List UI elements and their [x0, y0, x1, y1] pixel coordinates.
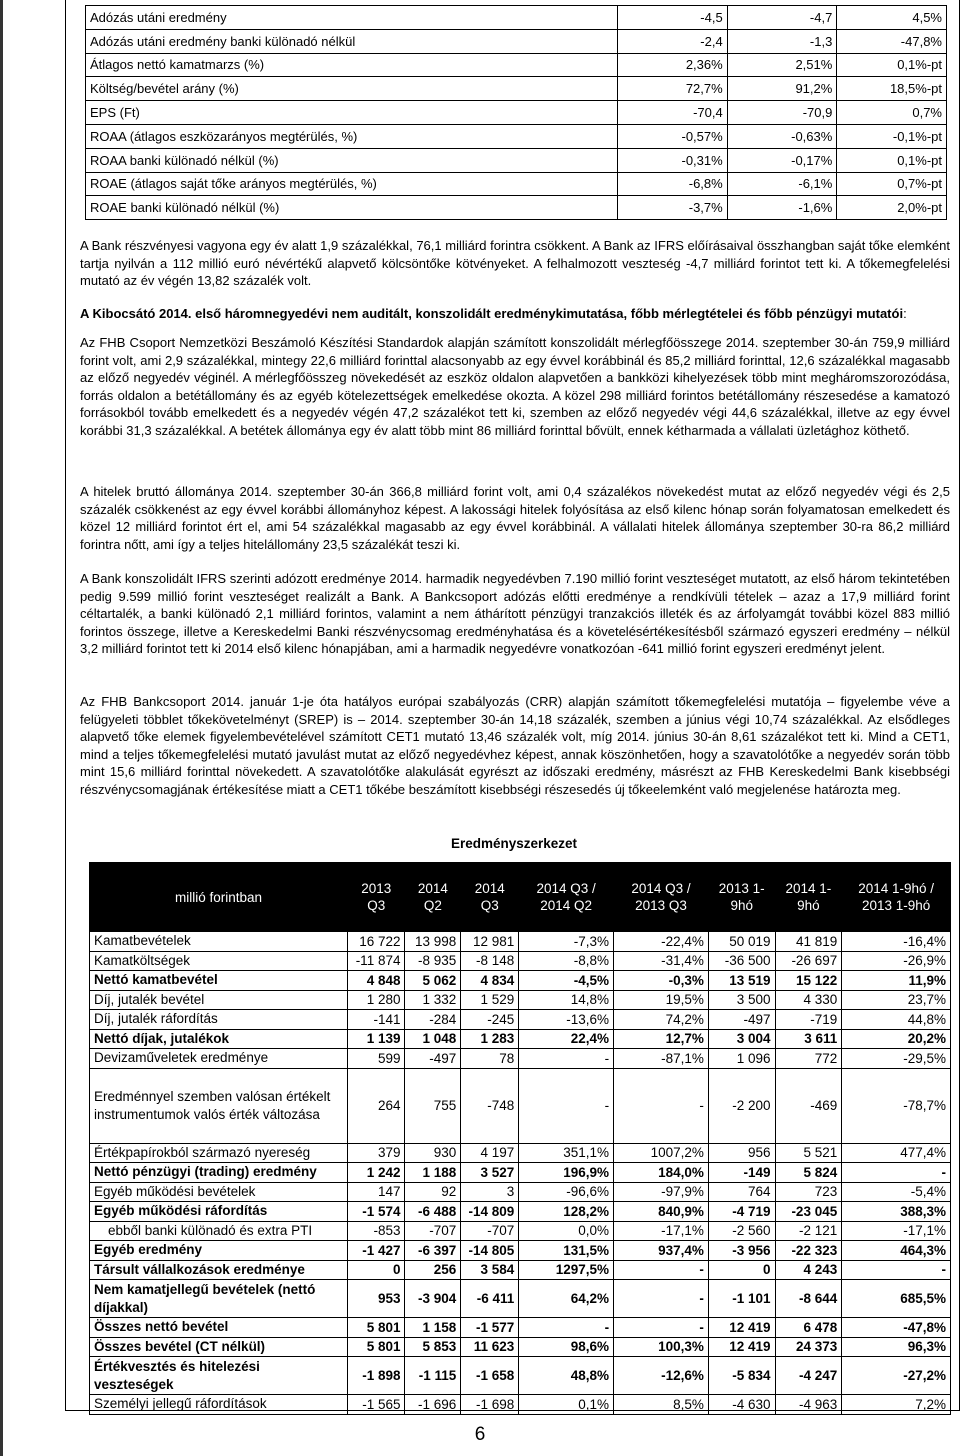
- row-value: -26 697: [775, 951, 842, 971]
- capital-paragraph: [80, 693, 950, 799]
- row-value: 764: [708, 1182, 775, 1202]
- row-value: -78,7%: [842, 1068, 951, 1143]
- row-value: -748: [461, 1068, 519, 1143]
- row-value: 184,0%: [614, 1163, 709, 1183]
- row-label: Értékpapírokból származó nyereség: [90, 1143, 348, 1163]
- row-value: -22 323: [775, 1241, 842, 1261]
- table-row: [90, 1357, 951, 1395]
- row-value: 379: [348, 1143, 405, 1163]
- table-row: [90, 1010, 951, 1030]
- kpi-label: ROAA (átlagos eszközarányos megtérülés, %): [86, 124, 618, 148]
- kpi-value: -6,8%: [618, 172, 728, 196]
- row-value: -26,9%: [842, 951, 951, 971]
- row-label: ebből banki különadó és extra PTI: [90, 1221, 348, 1241]
- row-label: Összes nettó bevétel: [90, 1318, 348, 1338]
- row-value: 3 584: [461, 1260, 519, 1280]
- row-value: 1 188: [405, 1163, 461, 1183]
- row-value: 50 019: [708, 932, 775, 952]
- row-value: 0,0%: [519, 1221, 614, 1241]
- row-value: -: [614, 1280, 709, 1318]
- row-value: 11,9%: [842, 971, 951, 991]
- table-row: [90, 1029, 951, 1049]
- row-value: -0,3%: [614, 971, 709, 991]
- row-label: Nettó kamatbevétel: [90, 971, 348, 991]
- row-value: -: [614, 1068, 709, 1143]
- table-row: [90, 1068, 951, 1143]
- row-value: 128,2%: [519, 1202, 614, 1222]
- column-header: 2013 1-9hó: [708, 863, 775, 932]
- row-value: 1 139: [348, 1029, 405, 1049]
- row-value: 264: [348, 1068, 405, 1143]
- row-value: -1 577: [461, 1318, 519, 1338]
- kpi-row: [86, 196, 947, 220]
- row-value: 3 527: [461, 1163, 519, 1183]
- row-value: 147: [348, 1182, 405, 1202]
- row-value: -1 565: [348, 1395, 405, 1415]
- row-value: 74,2%: [614, 1010, 709, 1030]
- row-value: 8,5%: [614, 1395, 709, 1415]
- row-value: 840,9%: [614, 1202, 709, 1222]
- row-value: -: [614, 1260, 709, 1280]
- row-value: -2 560: [708, 1221, 775, 1241]
- kpi-value: -1,3: [727, 29, 837, 53]
- capital-text: Az FHB Bankcsoport 2014. január 1-je óta hatályos európai szabályozás (CRR) alapján számított tőkemegfelelési mutatója – figyelembe véve a felügyeleti többlet tőkekövetelményt (SREP) is – 2014. szeptember 30-án 14,18 százalék, szemben a június végi 10,74 százalékkal. Az elsődleges alapvető tőke elemek figyelembevételével számított CET1 mutató 13,46 százalék volt, míg 2014. június 30-án 8,61 százalékot tett ki. Mind a CET1, mind a teljes tőkemegfelelési mutató javulást mutat az előző negyedévhez képest, annak köszönhetően, hogy a szavatolótőke a negyedév során több mint 15,6 milliárd forinttal növekedett. A szavatolótőke alakulását egyrészt az időszaki eredmény, másrészt az FHB Kereskedelmi Bank kisebbségi részvénycsomagjának értékesítése miatt a CET1 tőkébe beszámított kisebbségi részesedés új tőkeelemként való megjelenése határozta meg.: [80, 694, 950, 797]
- row-value: -6 488: [405, 1202, 461, 1222]
- row-value: -245: [461, 1010, 519, 1030]
- kpi-value: -47,8%: [837, 29, 947, 53]
- kpi-value: -0,31%: [618, 148, 728, 172]
- row-value: 92: [405, 1182, 461, 1202]
- row-value: 685,5%: [842, 1280, 951, 1318]
- row-value: -7,3%: [519, 932, 614, 952]
- row-value: -96,6%: [519, 1182, 614, 1202]
- row-value: -12,6%: [614, 1357, 709, 1395]
- kpi-value: -0,17%: [727, 148, 837, 172]
- row-value: 1 048: [405, 1029, 461, 1049]
- row-value: 4 197: [461, 1143, 519, 1163]
- row-value: -: [519, 1049, 614, 1069]
- column-header: 2014 Q3 / 2014 Q2: [519, 863, 614, 932]
- column-header: 2014 1-9hó / 2013 1-9hó: [842, 863, 951, 932]
- row-value: 5 824: [775, 1163, 842, 1183]
- row-label: Egyéb működési bevételek: [90, 1182, 348, 1202]
- kpi-row: [86, 53, 947, 77]
- row-value: -707: [461, 1221, 519, 1241]
- row-value: 772: [775, 1049, 842, 1069]
- section-heading-bold: A Kibocsátó 2014. első háromnegyedévi nem auditált, konszolidált eredménykimutatása, főbb mérlegtételei és főbb pénzügyi mutatói: [80, 306, 904, 321]
- row-value: 13 519: [708, 971, 775, 991]
- row-value: 599: [348, 1049, 405, 1069]
- income-structure-table: [89, 862, 951, 1415]
- table-row: [90, 1337, 951, 1357]
- row-value: -17,1%: [842, 1221, 951, 1241]
- kpi-value: 0,7%: [837, 101, 947, 125]
- row-label: Összes bevétel (CT nélkül): [90, 1337, 348, 1357]
- row-value: 12 419: [708, 1337, 775, 1357]
- row-value: 100,3%: [614, 1337, 709, 1357]
- column-header: 2014 Q3 / 2013 Q3: [614, 863, 709, 932]
- row-value: 131,5%: [519, 1241, 614, 1261]
- row-value: 64,2%: [519, 1280, 614, 1318]
- row-value: 5 853: [405, 1337, 461, 1357]
- table-row: [90, 1182, 951, 1202]
- row-value: 0: [708, 1260, 775, 1280]
- row-value: -4 719: [708, 1202, 775, 1222]
- row-value: 7,2%: [842, 1395, 951, 1415]
- row-value: 5 521: [775, 1143, 842, 1163]
- result-text: A Bank konszolidált IFRS szerinti adózott eredménye 2014. harmadik negyedévben 7.190 millió forint veszteséget mutatott, az első három tekintetében pedig 9.599 millió forint veszteséget realizált a Bank. A Bankcsoport adózás előtti eredménye a rendkívüli tételek – azaz a 17,9 milliárd forint céltartalék, a banki különadó 2,1 milliárd forintos, valamint a nem áthárított pénzügyi tranzakciós illeték és az árfolyamgát további közel 883 millió forintos összege, illetve a Kereskedelmi Banki részvénycsomag eredményhatása és a követelésértékesítésből származó egyszeri eredmény – nélkül 3,2 milliárd forintot tett ki 2014 első kilenc hónapjában, ami a harmadik negyedévre vonatkozóan -641 millió forint egyszeri eredményt jelent.: [80, 571, 950, 657]
- row-value: -1 115: [405, 1357, 461, 1395]
- table-row: [90, 1241, 951, 1261]
- row-value: -3 956: [708, 1241, 775, 1261]
- section-heading-colon: :: [903, 306, 907, 321]
- kpi-row: [86, 172, 947, 196]
- row-value: 1 242: [348, 1163, 405, 1183]
- kpi-value: -4,7: [727, 6, 837, 30]
- kpi-row: [86, 101, 947, 125]
- row-value: -22,4%: [614, 932, 709, 952]
- row-value: 96,3%: [842, 1337, 951, 1357]
- row-label: Nettó díjak, jutalékok: [90, 1029, 348, 1049]
- row-value: 78: [461, 1049, 519, 1069]
- row-label: Nem kamatjellegű bevételek (nettó díjakkal): [90, 1280, 348, 1318]
- kpi-row: [86, 124, 947, 148]
- kpi-value: 91,2%: [727, 77, 837, 101]
- row-value: -6 411: [461, 1280, 519, 1318]
- row-value: -23 045: [775, 1202, 842, 1222]
- table-row: [90, 1163, 951, 1183]
- row-value: 20,2%: [842, 1029, 951, 1049]
- kpi-value: -70,9: [727, 101, 837, 125]
- page-edge: [0, 0, 3, 1456]
- column-header: millió forintban: [90, 863, 348, 932]
- row-value: 3: [461, 1182, 519, 1202]
- kpi-label: ROAE banki különadó nélkül (%): [86, 196, 618, 220]
- row-value: 930: [405, 1143, 461, 1163]
- row-value: 755: [405, 1068, 461, 1143]
- kpi-value: 72,7%: [618, 77, 728, 101]
- row-value: 956: [708, 1143, 775, 1163]
- row-value: 4 243: [775, 1260, 842, 1280]
- row-value: -16,4%: [842, 932, 951, 952]
- row-value: -719: [775, 1010, 842, 1030]
- row-value: 16 722: [348, 932, 405, 952]
- row-value: -284: [405, 1010, 461, 1030]
- row-value: 196,9%: [519, 1163, 614, 1183]
- row-label: Kamatköltségek: [90, 951, 348, 971]
- row-value: 3 500: [708, 990, 775, 1010]
- row-value: 4 848: [348, 971, 405, 991]
- row-value: 953: [348, 1280, 405, 1318]
- table-row: [90, 1049, 951, 1069]
- row-label: Nettó pénzügyi (trading) eredmény: [90, 1163, 348, 1183]
- row-label: Díj, jutalék ráfordítás: [90, 1010, 348, 1030]
- kpi-row: [86, 29, 947, 53]
- row-value: -1 696: [405, 1395, 461, 1415]
- kpi-label: Átlagos nettó kamatmarzs (%): [86, 53, 618, 77]
- row-value: -1 698: [461, 1395, 519, 1415]
- row-label: Egyéb működési ráfordítás: [90, 1202, 348, 1222]
- row-value: -14 809: [461, 1202, 519, 1222]
- kpi-value: -1,6%: [727, 196, 837, 220]
- kpi-value: 0,1%-pt: [837, 148, 947, 172]
- row-value: -: [842, 1163, 951, 1183]
- row-value: 1 332: [405, 990, 461, 1010]
- result-paragraph: [80, 570, 950, 658]
- kpi-value: 4,5%: [837, 6, 947, 30]
- table-row: [90, 1143, 951, 1163]
- row-value: -149: [708, 1163, 775, 1183]
- row-value: -853: [348, 1221, 405, 1241]
- table-row: [90, 932, 951, 952]
- row-value: -: [842, 1260, 951, 1280]
- row-label: Egyéb eredmény: [90, 1241, 348, 1261]
- row-value: -27,2%: [842, 1357, 951, 1395]
- row-value: -2 121: [775, 1221, 842, 1241]
- row-value: 12,7%: [614, 1029, 709, 1049]
- row-value: 1 529: [461, 990, 519, 1010]
- equity-paragraph: [80, 237, 950, 290]
- kpi-value: -3,7%: [618, 196, 728, 220]
- row-value: -29,5%: [842, 1049, 951, 1069]
- column-header: 2014 Q2: [405, 863, 461, 932]
- kpi-row: [86, 6, 947, 30]
- row-value: 6 478: [775, 1318, 842, 1338]
- row-value: -497: [405, 1049, 461, 1069]
- row-value: 1 158: [405, 1318, 461, 1338]
- row-value: 0: [348, 1260, 405, 1280]
- table-row: [90, 951, 951, 971]
- row-value: -31,4%: [614, 951, 709, 971]
- row-value: -497: [708, 1010, 775, 1030]
- row-value: -4 630: [708, 1395, 775, 1415]
- row-value: -2 200: [708, 1068, 775, 1143]
- row-label: Devizaműveletek eredménye: [90, 1049, 348, 1069]
- kpi-value: 2,36%: [618, 53, 728, 77]
- row-value: 1 280: [348, 990, 405, 1010]
- table-row: [90, 1318, 951, 1338]
- row-value: 12 981: [461, 932, 519, 952]
- row-value: -1 101: [708, 1280, 775, 1318]
- row-value: 98,6%: [519, 1337, 614, 1357]
- row-value: -11 874: [348, 951, 405, 971]
- kpi-value: 0,1%-pt: [837, 53, 947, 77]
- row-value: 13 998: [405, 932, 461, 952]
- row-value: -4 963: [775, 1395, 842, 1415]
- row-value: -5,4%: [842, 1182, 951, 1202]
- kpi-label: Adózás utáni eredmény banki különadó nélkül: [86, 29, 618, 53]
- column-header: 2013 Q3: [348, 863, 405, 932]
- column-header: 2014 Q3: [461, 863, 519, 932]
- section-heading: [80, 305, 950, 323]
- kpi-value: -2,4: [618, 29, 728, 53]
- row-value: 41 819: [775, 932, 842, 952]
- row-value: 4 834: [461, 971, 519, 991]
- table-row: [90, 990, 951, 1010]
- kpi-value: -6,1%: [727, 172, 837, 196]
- row-value: -97,9%: [614, 1182, 709, 1202]
- row-value: 5 801: [348, 1318, 405, 1338]
- row-value: -: [519, 1068, 614, 1143]
- row-label: Díj, jutalék bevétel: [90, 990, 348, 1010]
- kpi-label: EPS (Ft): [86, 101, 618, 125]
- table-header-row: [90, 863, 951, 932]
- row-value: 24 373: [775, 1337, 842, 1357]
- kpi-row: [86, 148, 947, 172]
- row-value: 477,4%: [842, 1143, 951, 1163]
- row-value: 15 122: [775, 971, 842, 991]
- row-value: -36 500: [708, 951, 775, 971]
- row-value: -1 898: [348, 1357, 405, 1395]
- kpi-label: ROAA banki különadó nélkül (%): [86, 148, 618, 172]
- row-label: Eredménnyel szemben valósan értékelt instrumentumok valós érték változása: [90, 1068, 348, 1143]
- row-value: 937,4%: [614, 1241, 709, 1261]
- kpi-value: -70,4: [618, 101, 728, 125]
- kpi-value: -0,63%: [727, 124, 837, 148]
- kpi-value: 2,51%: [727, 53, 837, 77]
- row-value: 1 283: [461, 1029, 519, 1049]
- row-value: 723: [775, 1182, 842, 1202]
- row-value: 19,5%: [614, 990, 709, 1010]
- row-value: 44,8%: [842, 1010, 951, 1030]
- row-value: -8 644: [775, 1280, 842, 1318]
- row-value: 3 611: [775, 1029, 842, 1049]
- kpi-value: -0,1%-pt: [837, 124, 947, 148]
- table-row: [90, 1280, 951, 1318]
- row-value: -: [614, 1318, 709, 1338]
- row-value: -1 427: [348, 1241, 405, 1261]
- row-value: -13,6%: [519, 1010, 614, 1030]
- row-label: Személyi jellegű ráfordítások: [90, 1395, 348, 1415]
- table-title: Eredményszerkezet: [450, 836, 578, 851]
- balance-paragraph: [80, 334, 950, 440]
- row-value: -3 904: [405, 1280, 461, 1318]
- kpi-value: -0,57%: [618, 124, 728, 148]
- row-value: -: [519, 1318, 614, 1338]
- row-value: -707: [405, 1221, 461, 1241]
- row-value: -1 658: [461, 1357, 519, 1395]
- row-value: 23,7%: [842, 990, 951, 1010]
- row-value: 22,4%: [519, 1029, 614, 1049]
- column-header: 2014 1-9hó: [775, 863, 842, 932]
- balance-text: Az FHB Csoport Nemzetközi Beszámoló Készítési Standardok alapján számított konszolidált mérlegfőösszege 2014. szeptember 30-án 759,9 milliárd forint volt, ami 2,9 százalékkal, mintegy 22,6 milliárd forinttal alacsonyabb az egy évvel korábbinál és 85,2 milliárd forinttal, 12,6 százalékkal magasabb az előző negyedév véginél. A mérlegfőösszeg növekedését az eszköz oldalon alapvetően a bankközi kihelyezések több mint megháromszorozódása, forrás oldalon a betétállomány és az egyéb kötelezettségek emelkedése okozta. A közel 298 milliárd forintos betétállomány részesedése a kamatozó forrásokból tovább emelkedett és a negyedév végén 47,2 százalékot tett ki, szemben az előző negyedév végi 44,6 százalékkal, illetve az egy évvel korábbi 31,3 százalékkal. A betétek állománya egy év alatt több mint 86 milliárd forinttal bővült, ennek kétharmada a vállalati üzletághoz köthető.: [80, 335, 950, 438]
- row-value: 12 419: [708, 1318, 775, 1338]
- kpi-row: [86, 77, 947, 101]
- page-number: 6: [474, 1424, 486, 1445]
- row-value: -4,5%: [519, 971, 614, 991]
- row-value: 1 096: [708, 1049, 775, 1069]
- table-row: [90, 1395, 951, 1415]
- table-row: [90, 1260, 951, 1280]
- row-value: -8 148: [461, 951, 519, 971]
- row-value: 11 623: [461, 1337, 519, 1357]
- kpi-value: 18,5%-pt: [837, 77, 947, 101]
- row-value: 388,3%: [842, 1202, 951, 1222]
- row-value: 5 801: [348, 1337, 405, 1357]
- row-value: 464,3%: [842, 1241, 951, 1261]
- row-value: 3 004: [708, 1029, 775, 1049]
- row-value: 351,1%: [519, 1143, 614, 1163]
- row-label: Kamatbevételek: [90, 932, 348, 952]
- row-value: -14 805: [461, 1241, 519, 1261]
- loans-text: A hitelek bruttó állománya 2014. szeptember 30-án 366,8 milliárd forint volt, ami 0,4 százalékos növekedést mutat az előző negyedév végi és 2,5 százalék csökkenést az egy évvel korábbi állományhoz képest. A lakossági hitelek folyósítása az első kilenc hónap során folyamatosan emelkedett és közel 12 milliárd forintot ért el, ami 54 százalékkal magasabb az egy évvel korábbinál. A vállalati hitelek állománya szeptember 30-ra 86,2 milliárd forintra nőtt, ami így a teljes hitelállomány 23,5 százalékát teszi ki.: [80, 484, 950, 552]
- row-value: -1 574: [348, 1202, 405, 1222]
- row-value: -17,1%: [614, 1221, 709, 1241]
- kpi-label: Adózás utáni eredmény: [86, 6, 618, 30]
- row-value: 4 330: [775, 990, 842, 1010]
- row-value: -87,1%: [614, 1049, 709, 1069]
- row-value: 0,1%: [519, 1395, 614, 1415]
- table-row: [90, 1221, 951, 1241]
- row-value: -5 834: [708, 1357, 775, 1395]
- loans-paragraph: [80, 483, 950, 553]
- kpi-value: 2,0%-pt: [837, 196, 947, 220]
- equity-text: A Bank részvényesi vagyona egy év alatt 1,9 százalékkal, 76,1 milliárd forintra csökkent. A Bank az IFRS előírásaival összhangban saját tőke elemként tartja nyilván a 112 millió euró névértékű alapvető kölcsöntőke kötvényeket. A felhalmozott veszteség -4,7 milliárd forintot tett ki. A tőkemegfelelési mutató az év végén 13,82 százalék volt.: [80, 238, 950, 289]
- key-figures-table: [85, 5, 947, 220]
- row-value: -6 397: [405, 1241, 461, 1261]
- row-value: 5 062: [405, 971, 461, 991]
- row-value: -4 247: [775, 1357, 842, 1395]
- row-value: 1007,2%: [614, 1143, 709, 1163]
- row-label: Társult vállalkozások eredménye: [90, 1260, 348, 1280]
- kpi-value: 0,7%-pt: [837, 172, 947, 196]
- row-value: -141: [348, 1010, 405, 1030]
- table-row: [90, 1202, 951, 1222]
- row-value: -8,8%: [519, 951, 614, 971]
- row-value: -469: [775, 1068, 842, 1143]
- row-value: 48,8%: [519, 1357, 614, 1395]
- kpi-label: Költség/bevétel arány (%): [86, 77, 618, 101]
- kpi-label: ROAE (átlagos saját tőke arányos megtérülés, %): [86, 172, 618, 196]
- table-row: [90, 971, 951, 991]
- row-value: -47,8%: [842, 1318, 951, 1338]
- row-value: 1297,5%: [519, 1260, 614, 1280]
- row-value: 256: [405, 1260, 461, 1280]
- row-value: -8 935: [405, 951, 461, 971]
- row-label: Értékvesztés és hitelezési veszteségek: [90, 1357, 348, 1395]
- row-value: 14,8%: [519, 990, 614, 1010]
- kpi-value: -4,5: [618, 6, 728, 30]
